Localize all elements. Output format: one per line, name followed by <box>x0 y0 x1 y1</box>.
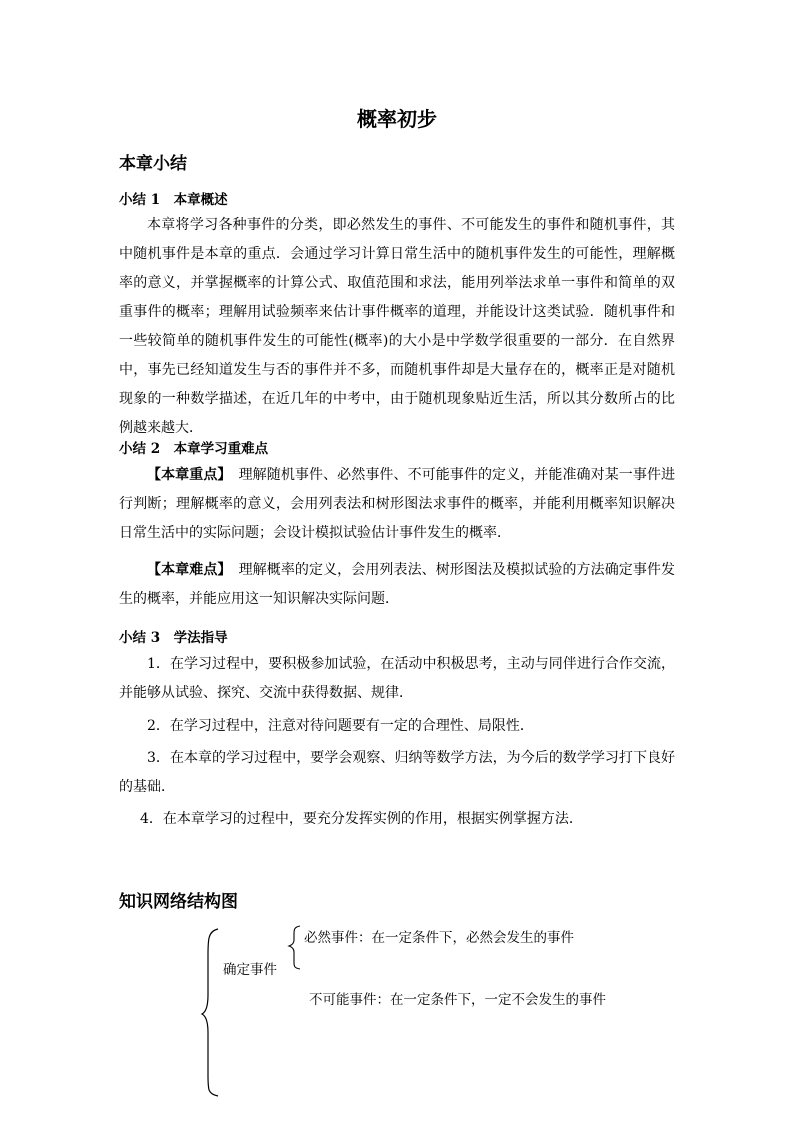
guide-item-3: 3．在本章的学习过程中，要学会观察、归纳等数学方法，为今后的数学学习打下良好的基础． <box>119 750 675 795</box>
impossible-event-label: 不可能事件：在一定条件下，一定不会发生的事件 <box>309 992 606 1008</box>
key-points-tag: 【本章重点】 <box>147 467 225 483</box>
section1-paragraph: 本章将学习各种事件的分类，即必然发生的事件、不可能发生的事件和随机事件，其中随机事件是本章的重点．会通过学习计算日常生活中的随机事件发生的可能性，理解概率的意义，并掌握概率的计算公式、取值范围和求法，能用列举法求单一事件和简单的双重事件的概率；理解用试验频率来估计事件概率的道理，并能设计这类试验．随机事件和一些较简单的随机事件发生的可能性(概率)的大小是中学数学很重要的一部分．在自然界中，事先已经知道发生与否的事件并不多，而随机事件却是大量存在的，概率正是对随机现象的一种数学描述，在近几年的中考中，由于随机现象贴近生活，所以其分数所占的比例越来越大． <box>119 217 675 436</box>
section1-heading: 小结 1 本章概述 <box>119 192 228 208</box>
inner-brace <box>289 926 300 969</box>
outer-brace <box>202 929 218 1096</box>
page-title: 概率初步 <box>357 107 437 131</box>
difficult-points-tag: 【本章难点】 <box>147 562 225 578</box>
guide-item-1: 1．在学习过程中，要积极参加试验，在活动中积极思考，主动与同伴进行合作交流，并能够从试验、探究、交流中获得数据、规律． <box>119 656 675 701</box>
section3-heading: 小结 3 学法指导 <box>119 630 228 646</box>
difficult-points-text: 理解概率的定义，会用列表法、树形图法及模拟试验的方法确定事件发生的概率，并能应用这一知识解决实际问题． <box>119 562 676 607</box>
key-points-text: 理解随机事件、必然事件、不可能事件的定义，并能准确对某一事件进行判断；理解概率的意义，会用列表法和树形图法求事件的概率，并能利用概率知识解决日常生活中的实际问题；会设计模拟试验估计事件发生的概率． <box>119 467 676 541</box>
section2-heading: 小结 2 本章学习重难点 <box>119 441 269 457</box>
guide-item-4: 4．在本章学习的过程中，要充分发挥实例的作用，根据实例掌握方法． <box>140 811 583 827</box>
guide-item-2: 2．在学习过程中，注意对待问题要有一定的合理性、局限性． <box>147 718 534 734</box>
determined-event-label: 确定事件 <box>223 962 277 978</box>
network-heading: 知识网络结构图 <box>119 892 238 912</box>
summary-heading: 本章小结 <box>119 154 187 174</box>
certain-event-label: 必然事件：在一定条件下，必然会发生的事件 <box>304 930 574 946</box>
